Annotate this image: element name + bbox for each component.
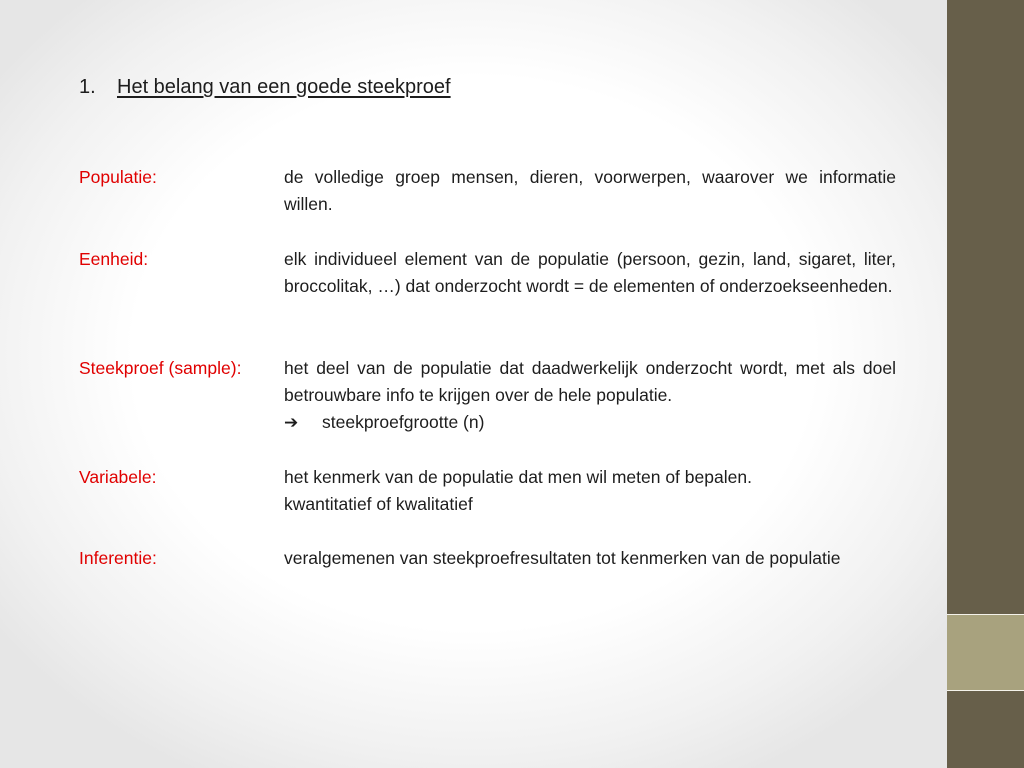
term-populatie: Populatie: <box>79 167 157 187</box>
definition-text: het deel van de populatie dat daadwerkelijk onderzocht wordt, met als doel betrouwbare info te krijgen over de hele populatie. <box>284 358 896 405</box>
definition-text: de volledige groep mensen, dieren, voorwerpen, waarover we informatie willen. <box>284 167 896 214</box>
definition-inferentie <box>284 545 896 572</box>
term-variabele: Variabele: <box>79 467 157 487</box>
definition-variabele <box>284 464 896 518</box>
definition-text: het kenmerk van de populatie dat men wil meten of bepalen. <box>284 467 752 487</box>
right-arrow-icon: ➔ <box>284 413 299 432</box>
definition-text: veralgemenen van steekproefresultaten tot kenmerken van de populatie <box>284 548 841 568</box>
term-inferentie: Inferentie: <box>79 548 157 568</box>
heading-number: 1. <box>79 76 96 98</box>
decorative-sidebar-accent <box>947 615 1024 690</box>
term-steekproef: Steekproef (sample): <box>79 358 242 378</box>
slide-heading <box>79 76 451 99</box>
definition-text: kwantitatief of kwalitatief <box>284 494 473 514</box>
definition-text: elk individueel element van de populatie (persoon, gezin, land, sigaret, liter, broccolitak, …) dat onderzocht wordt = de elementen of onderzoekseenheden. <box>284 249 896 296</box>
bullet-text: steekproefgrootte (n) <box>322 412 485 432</box>
definition-steekproef <box>284 355 896 436</box>
sidebar-divider <box>947 690 1024 691</box>
definition-populatie <box>284 164 896 218</box>
bullet-item <box>284 409 896 436</box>
term-eenheid: Eenheid: <box>79 249 149 269</box>
heading-title: Het belang van een goede steekproef <box>117 76 451 98</box>
definition-eenheid <box>284 246 896 300</box>
sidebar-divider <box>947 614 1024 615</box>
